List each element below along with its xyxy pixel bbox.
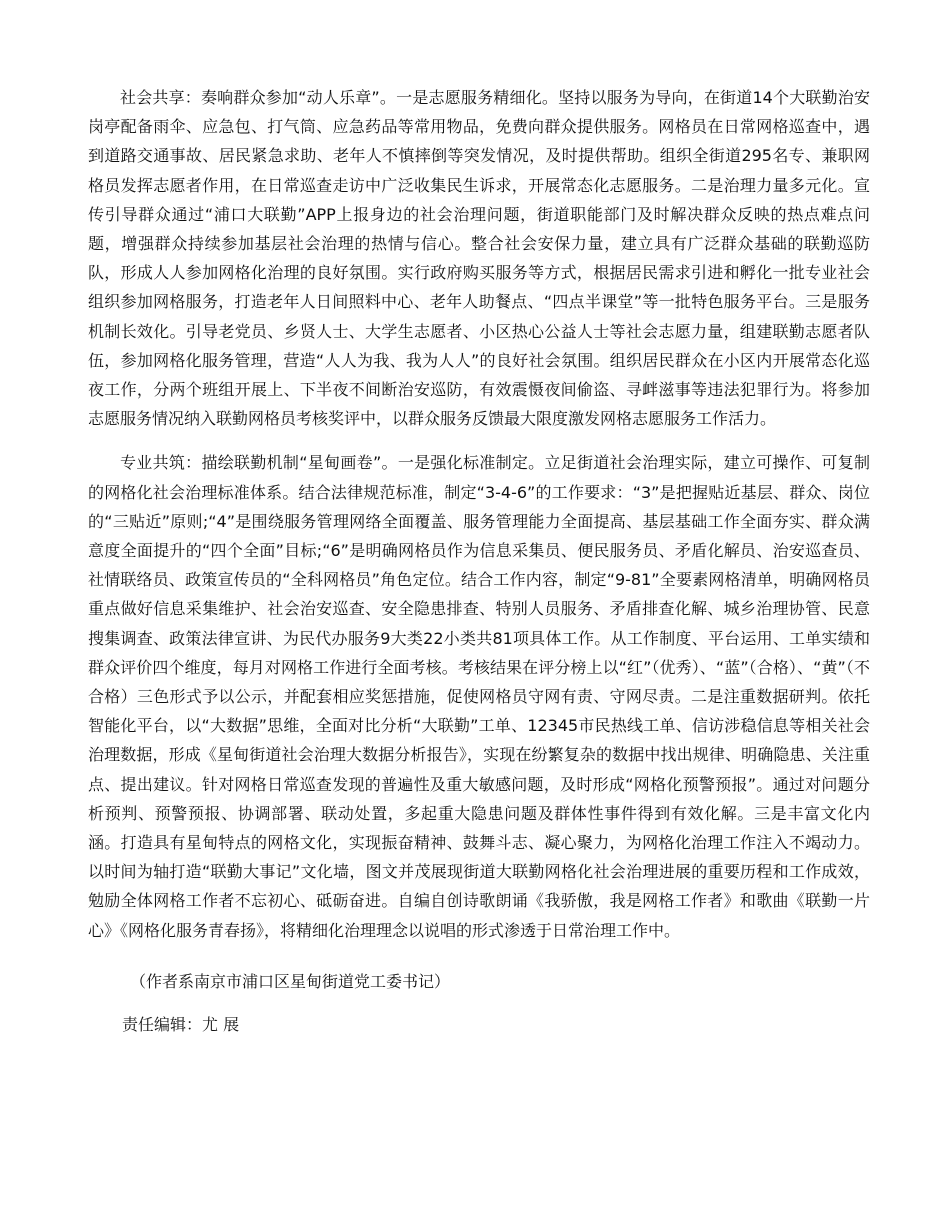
paragraph-social-sharing: 社会共享：奏响群众参加“动人乐章”。一是志愿服务精细化。坚持以服务为导向，在街道14个大联勤治安岗亭配备雨伞、应急包、打气筒、应急药品等常用物品，免费向群众提供服务。网格员在日常网格巡查中，遇到道路交通事故、居民紧急求助、老年人不慎摔倒等突发情况，及时提供帮助。组织全街道295名专、兼职网格员发挥志愿者作用，在日常巡查走访中广泛收集民生诉求，开展常态化志愿服务。二是治理力量多元化。宣传引导群众通过“浦口大联勤”APP上报身边的社会治理问题，街道职能部门及时解决群众反映的热点难点问题，增强群众持续参加基层社会治理的热情与信心。整合社会安保力量，建立具有广泛群众基础的联勤巡防队，形成人人参加网格化治理的良好氛围。实行政府购买服务等方式，根据居民需求引进和孵化一批专业社会组织参加网格服务，打造老年人日间照料中心、老年人助餐点、“四点半课堂”等一批特色服务平台。三是服务机制长效化。引导老党员、乡贤人士、大学生志愿者、小区热心公益人士等社会志愿力量，组建联勤志愿者队伍，参加网格化服务管理，营造“人人为我、我为人人”的良好社会氛围。组织居民群众在小区内开展常态化巡夜工作，分两个班组开展上、下半夜不间断治安巡防，有效震慑夜间偷盗、寻衅滋事等违法犯罪行为。将参加志愿服务情况纳入联勤网格员考核奖评中，以群众服务反馈最大限度激发网格志愿服务工作活力。 [88,88,870,429]
paragraph-professional-building: 专业共筑：描绘联勤机制“星甸画卷”。一是强化标准制定。立足街道社会治理实际，建立可操作、可复制的网格化社会治理标准体系。结合法律规范标准，制定“3-4-6”的工作要求：“3”是把握贴近基层、群众、岗位的“三贴近”原则;“4”是围绕服务管理网络全面覆盖、服务管理能力全面提高、基层基础工作全面夯实、群众满意度全面提升的“四个全面”目标;“6”是明确网格员作为信息采集员、便民服务员、矛盾化解员、治安巡查员、社情联络员、政策宣传员的“全科网格员”角色定位。结合工作内容，制定“9-81”全要素网格清单，明确网格员重点做好信息采集维护、社会治安巡查、安全隐患排查、特别人员服务、矛盾排查化解、城乡治理协管、民意搜集调查、政策法律宣讲、为民代办服务9大类22小类共81项具体工作。从工作制度、平台运用、工单实绩和群众评价四个维度，每月对网格工作进行全面考核。考核结果在评分榜上以“红”（优秀）、“蓝”（合格）、“黄”（不合格）三色形式予以公示，并配套相应奖惩措施，促使网格员守网有责、守网尽责。二是注重数据研判。依托智能化平台，以“大数据”思维，全面对比分析“大联勤”工单、12345市民热线工单、信访涉稳信息等相关社会治理数据，形成《星甸街道社会治理大数据分析报告》，实现在纷繁复杂的数据中找出规律、明确隐患、关注重点、提出建议。针对网格日常巡查发现的普遍性及重大敏感问题，及时形成“网格化预警预报”。通过对问题分析预判、预警预报、协调部署、联动处置，多起重大隐患问题及群体性事件得到有效化解。三是丰富文化内涵。打造具有星甸特点的网格文化，实现振奋精神、鼓舞斗志、凝心聚力，为网格化治理工作注入不竭动力。以时间为轴打造“联勤大事记”文化墙，图文并茂展现街道大联勤网格化社会治理进展的重要历程和工作成效，勉励全体网格工作者不忘初心、砥砺奋进。自编自创诗歌朗诵《我骄傲，我是网格工作者》和歌曲《联勤一片心》《网格化服务青春扬》，将精细化治理理念以说唱的形式渗透于日常治理工作中。 [88,453,870,940]
article-body [88,83,870,1039]
author-byline: （作者系南京市浦口区星甸街道党工委书记） [130,971,451,991]
responsible-editor: 责任编辑：尤 展 [122,1014,240,1034]
